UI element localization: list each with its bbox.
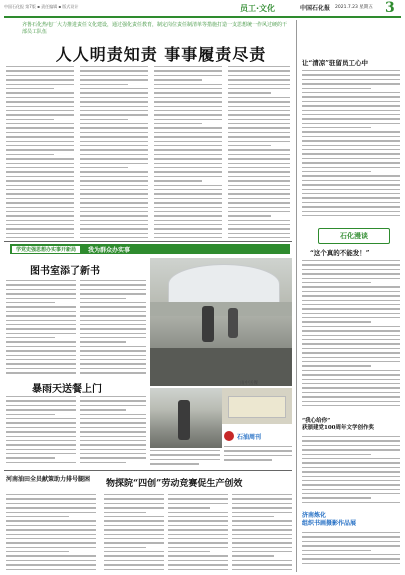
lead-body-col-3 (154, 66, 222, 238)
column-mark-text: 石化漫谈 (340, 232, 368, 240)
sidebar-top-title: 让“清凉”驻留员工心中 (302, 59, 368, 67)
wuchuang-body-1 (104, 494, 164, 572)
library-body (6, 280, 76, 375)
sidebar-mid-body (302, 436, 400, 508)
lower-rule (4, 470, 292, 471)
person-figure (202, 306, 214, 342)
delivery-photo (150, 388, 222, 448)
issue-date: 2021.7.23 星期五 (335, 5, 373, 10)
column-mark (318, 228, 390, 244)
rainstorm-body (6, 396, 76, 466)
sidebar-column-title: “这个真的不能发！” (310, 249, 370, 257)
journal-logo (224, 428, 290, 444)
masthead: 中国石化报 (300, 5, 331, 12)
lead-body-col-4 (228, 66, 290, 238)
sidebar-bottom-body (302, 532, 400, 572)
umbrella-shape (168, 264, 280, 304)
rainstorm-body-2 (80, 396, 146, 466)
header-rule (4, 16, 401, 18)
banner-tag-right: 我为群众办实事 (88, 246, 131, 254)
photo-story-body-left (150, 450, 220, 468)
article-title-rainstorm: 暴雨天送餐上门 (32, 384, 102, 395)
sidebar-top-body (302, 70, 400, 220)
article-title-library: 图书室添了新书 (30, 266, 100, 277)
rain-photo (150, 258, 292, 386)
lead-headline: 人人明责知责 事事履责尽责 (55, 45, 267, 64)
top-line-text: 中国石化报 第7版 ▪ 责任编辑 ▪ 版式设计 (4, 4, 79, 9)
shop-photo (222, 388, 292, 424)
campaign-banner (10, 244, 290, 254)
lead-body-col-2 (80, 66, 148, 238)
wuchuang-body-3 (232, 494, 292, 572)
library-body-2 (80, 280, 146, 375)
logo-text: 石油周刊 (237, 433, 262, 441)
sidebar-column-body (302, 260, 400, 410)
lead-body-col-1 (6, 66, 74, 238)
person-figure (228, 308, 238, 338)
photo-caption: 雨中送餐 (240, 381, 258, 386)
banner-tag-left: 学党史强思想办实事开新局 (12, 246, 80, 253)
henan-body (6, 494, 96, 572)
photo-story-body (224, 446, 292, 468)
sidebar-mid-title: “我心给你” 获颁建党100周年文学创作奖 (302, 418, 374, 431)
sidebar-bottom-title: 济南炼化 组织书画摄影作品展 (302, 512, 357, 527)
lead-intro: 齐鲁石化热电厂大力推进责任文化建设，通过强化责任教育，制定岗位责任制清单等措施打造一支思想统一作风过硬的干部员工队伍 (22, 22, 288, 35)
wuchuang-body-2 (168, 494, 228, 572)
lead-bottom-rule (4, 241, 292, 242)
logo-circle-icon (224, 431, 234, 441)
article-title-wuchuang: 物探院“四创”劳动竞赛促生产创效 (106, 479, 243, 489)
article-title-henan: 河南油田全员献策助力排号腿困 (6, 476, 91, 483)
sidebar-divider (296, 20, 297, 572)
page-number: 3 (385, 0, 395, 16)
section-label: 员工·文化 (240, 4, 276, 13)
